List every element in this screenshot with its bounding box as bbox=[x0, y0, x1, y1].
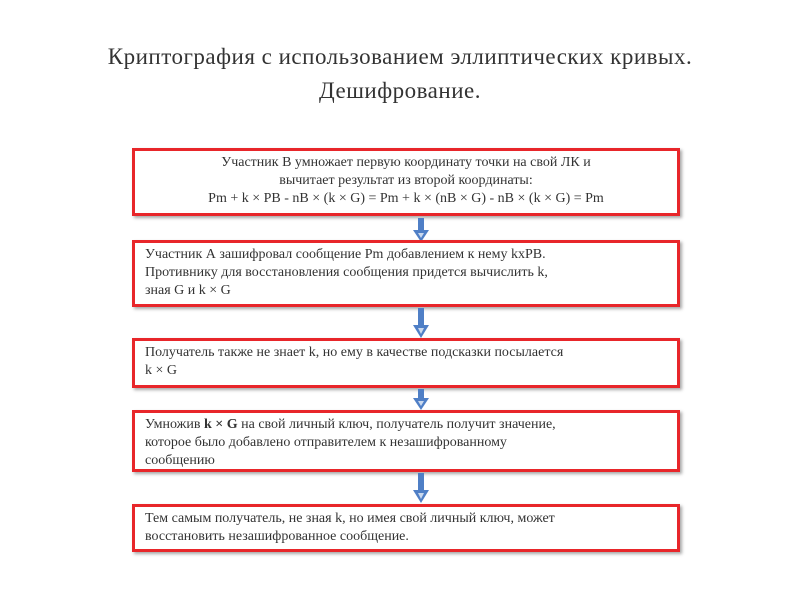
title-line-1: Криптография с использованием эллиптических кривых. bbox=[107, 44, 693, 69]
step-1-line-3: Pm + k × PB - nB × (k × G) = Pm + k × (nB × G) - nB × (k × G) = Pm bbox=[208, 191, 604, 206]
step-5-line-2: восстановить незашифрованное сообщение. bbox=[145, 529, 409, 544]
step-box-3 bbox=[132, 338, 680, 388]
step-1-line-1: Участник B умножает первую координату точки на свой ЛК и bbox=[221, 155, 591, 170]
step-4-prefix: Умножив bbox=[145, 417, 204, 432]
step-3-line-1: Получатель также не знает k, но ему в качестве подсказки посылается bbox=[145, 345, 564, 360]
down-arrow-icon bbox=[413, 389, 429, 410]
step-3-line-2: k × G bbox=[145, 363, 178, 378]
step-1-line-2: вычитает результат из второй координаты: bbox=[279, 173, 533, 188]
down-arrow-icon bbox=[413, 473, 429, 503]
down-arrow-icon bbox=[413, 218, 429, 242]
step-2-line-3: зная G и k × G bbox=[145, 283, 231, 298]
step-4-line-1 bbox=[145, 416, 667, 434]
step-box-2 bbox=[132, 240, 680, 307]
step-4-line-3: сообщению bbox=[145, 453, 215, 468]
step-5-line-1: Тем самым получатель, не зная k, но имея свой личный ключ, может bbox=[145, 511, 555, 526]
down-arrow-icon bbox=[413, 308, 429, 338]
step-4-line-2: которое было добавлено отправителем к незашифрованному bbox=[145, 435, 507, 450]
step-box-5 bbox=[132, 504, 680, 552]
step-box-1 bbox=[132, 148, 680, 216]
step-2-line-1: Участник А зашифровал сообщение Pm добавлением к нему kxPB. bbox=[145, 247, 546, 262]
title-line-2: Дешифрование. bbox=[319, 78, 481, 103]
step-4-bold: k × G bbox=[203, 417, 238, 432]
step-box-4 bbox=[132, 410, 680, 472]
slide-title bbox=[0, 40, 800, 108]
step-4-suffix: на свой личный ключ, получатель получит значение, bbox=[237, 417, 556, 432]
step-2-line-2: Противнику для восстановления сообщения придется вычислить k, bbox=[145, 265, 548, 280]
